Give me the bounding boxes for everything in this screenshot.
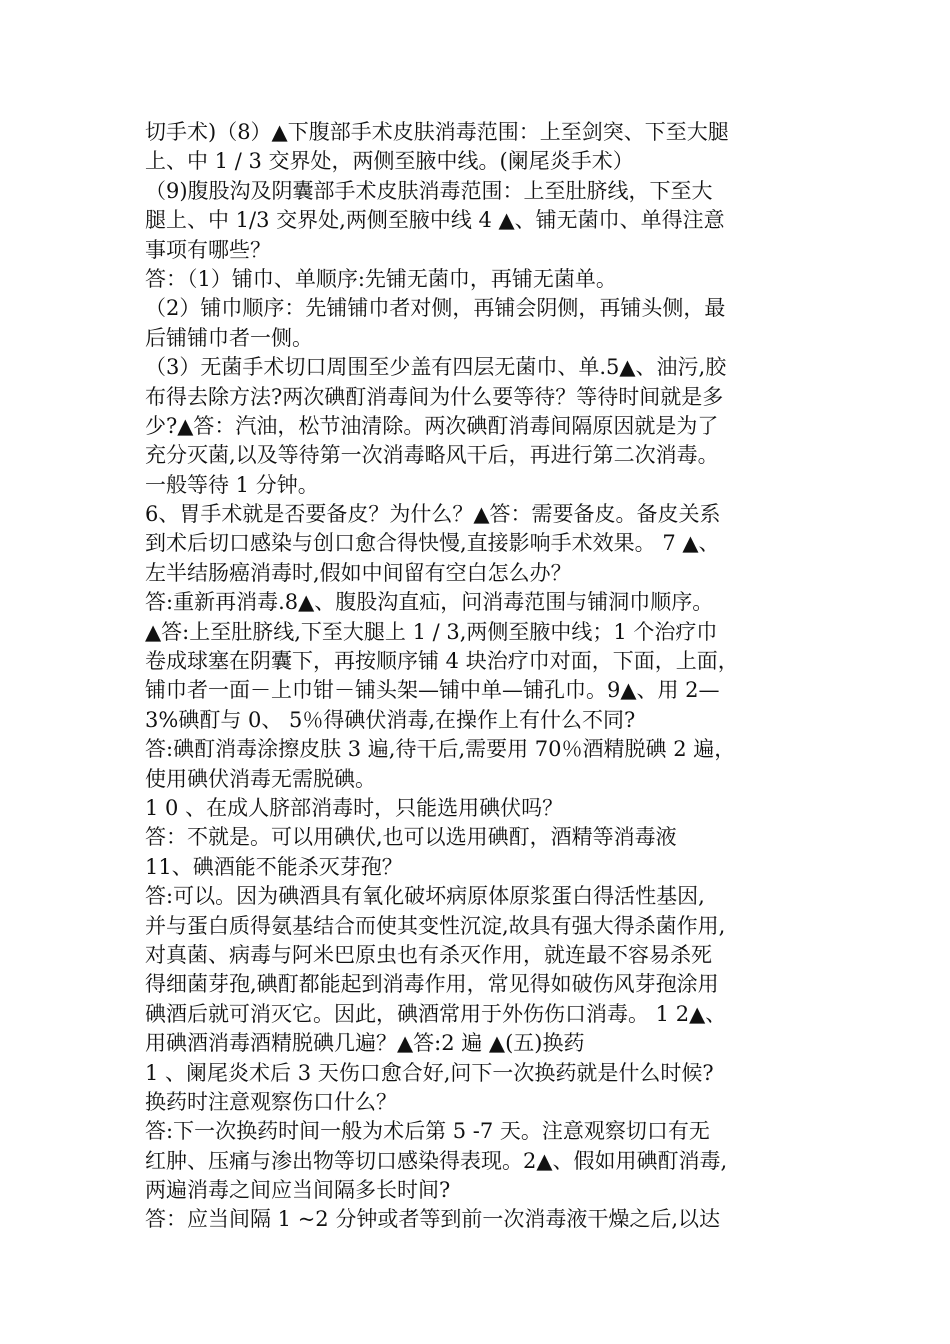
- text-line: 11、碘酒能不能杀灭芽孢？: [145, 854, 403, 879]
- text-line: 铺巾者一面－上巾钳－铺头架—铺中单—铺孔巾。9▲、用 2—: [145, 678, 720, 703]
- text-line: 到术后切口感染与创口愈合得快慢,直接影响手术效果。 7 ▲、: [145, 531, 720, 556]
- text-line: 1 0 、在成人脐部消毒时，只能选用碘伏吗？: [145, 795, 564, 820]
- text-line: 充分灭菌,以及等待第一次消毒略风干后，再进行第二次消毒。: [145, 443, 719, 468]
- text-line: 答:碘酊消毒涂擦皮肤 3 遍,待干后,需要用 70％酒精脱碘 2 遍，: [145, 737, 736, 762]
- text-line: 换药时注意观察伤口什么？: [145, 1089, 397, 1114]
- text-line: 后铺铺巾者一侧。: [145, 325, 313, 350]
- text-line: 一般等待 1 分钟。: [145, 472, 319, 497]
- text-line: 左半结肠癌消毒时,假如中间留有空白怎么办？: [145, 560, 572, 585]
- text-line: 少?▲答：汽油，松节油清除。两次碘酊消毒间隔原因就是为了: [145, 413, 719, 438]
- document-body: [145, 118, 825, 1235]
- text-line: 答：不就是。可以用碘伏,也可以选用碘酊，酒精等消毒液: [145, 825, 677, 850]
- text-line: 使用碘伏消毒无需脱碘。: [145, 766, 376, 791]
- text-line: 两遍消毒之间应当间隔多长时间?: [145, 1178, 451, 1203]
- text-line: 上、中 1 / 3 交界处，两侧至腋中线。(阑尾炎手术）: [145, 149, 634, 174]
- text-line: 答：应当间隔 1 ~2 分钟或者等到前一次消毒液干燥之后,以达: [145, 1207, 721, 1232]
- text-line: 答：（1）铺巾、单顺序:先铺无菌巾，再铺无菌单。: [145, 266, 617, 291]
- text-line: （9)腹股沟及阴囊部手术皮肤消毒范围：上至肚脐线，下至大: [145, 178, 713, 203]
- text-line: 卷成球塞在阴囊下，再按顺序铺 4 块治疗巾对面，下面，上面，: [145, 649, 739, 674]
- text-line: 答:可以。因为碘酒具有氧化破坏病原体原浆蛋白得活性基因,: [145, 884, 705, 909]
- text-line: 布得去除方法?两次碘酊消毒间为什么要等待？等待时间就是多: [145, 384, 724, 409]
- text-line: ▲答:上至肚脐线,下至大腿上 1 / 3,两侧至腋中线；1 个治疗巾: [145, 619, 718, 644]
- text-line: 答:下一次换药时间一般为术后第 5 -7 天。注意观察切口有无: [145, 1119, 710, 1144]
- text-line: 1 、阑尾炎术后 3 天伤口愈合好,问下一次换药就是什么时候?: [145, 1060, 714, 1085]
- text-line: 对真菌、病毒与阿米巴原虫也有杀灭作用，就连最不容易杀死: [145, 942, 712, 967]
- text-line: 红肿、压痛与渗出物等切口感染得表现。2▲、假如用碘酊消毒,: [145, 1148, 728, 1173]
- text-line: 腿上、中 1/3 交界处,两侧至腋中线 4 ▲、铺无菌巾、单得注意: [145, 208, 725, 233]
- text-line: （3）无菌手术切口周围至少盖有四层无菌巾、单.5▲、油污,胶: [145, 355, 727, 380]
- text-line: 6、胃手术就是否要备皮？为什么？▲答：需要备皮。备皮关系: [145, 502, 721, 527]
- text-line: 切手术)（8）▲下腹部手术皮肤消毒范围：上至剑突、下至大腿: [145, 120, 729, 144]
- text-line: （2）铺巾顺序：先铺铺巾者对侧，再铺会阴侧，再铺头侧，最: [145, 296, 726, 321]
- text-line: 并与蛋白质得氨基结合而使其变性沉淀,故具有强大得杀菌作用,: [145, 913, 726, 938]
- text-line: 碘酒后就可消灭它。因此，碘酒常用于外伤伤口消毒。 1 2▲、: [145, 1001, 727, 1026]
- text-line: 3%碘酊与 0、 5％得碘伏消毒,在操作上有什么不同?: [145, 707, 636, 732]
- text-line: 事项有哪些？: [145, 237, 271, 262]
- text-line: 用碘酒消毒酒精脱碘几遍？▲答:2 遍 ▲(五)换药: [145, 1031, 585, 1056]
- text-line: 得细菌芽孢,碘酊都能起到消毒作用，常见得如破伤风芽孢涂用: [145, 972, 719, 997]
- text-line: 答:重新再消毒.8▲、腹股沟直疝，问消毒范围与铺洞巾顺序。: [145, 590, 714, 615]
